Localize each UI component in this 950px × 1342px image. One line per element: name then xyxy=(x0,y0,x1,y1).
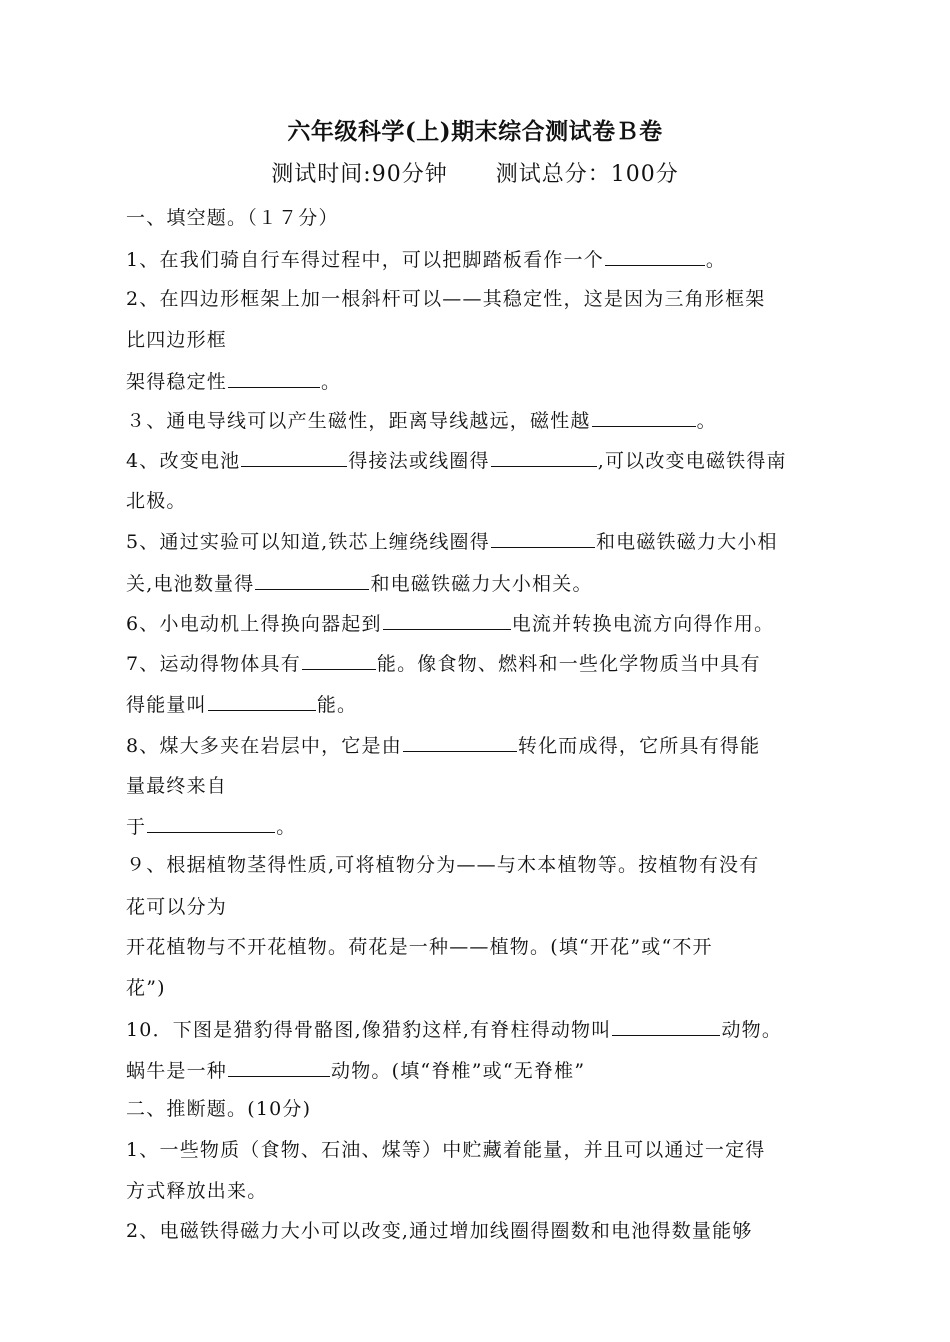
answer-blank xyxy=(592,406,696,427)
line-text: 开花植物与不开花植物。荷花是一种——植物。(填“开花”或“不开 xyxy=(126,936,713,958)
line-text: ９、根据植物茎得性质,可将植物分为——与木本植物等。按植物有没有 xyxy=(126,854,760,876)
exam-line xyxy=(126,1137,766,1163)
line-text: 。 xyxy=(321,371,342,393)
line-text: 电流并转换电流方向得作用。 xyxy=(511,613,775,635)
line-text: 4、改变电池 xyxy=(126,450,241,472)
line-text: 。 xyxy=(705,249,727,271)
answer-blank xyxy=(147,812,275,833)
line-text: 比四边形框 xyxy=(126,329,228,351)
answer-blank xyxy=(612,1015,720,1036)
exam-line xyxy=(126,812,296,840)
exam-line xyxy=(126,852,759,878)
exam-line xyxy=(126,731,760,759)
exam-line xyxy=(126,1015,782,1043)
answer-blank xyxy=(228,1056,330,1077)
line-text: 。 xyxy=(276,816,297,838)
line-text: 于 xyxy=(126,816,147,838)
exam-line xyxy=(126,773,227,799)
line-text: 蜗牛是一种 xyxy=(126,1060,228,1082)
line-text: 2、电磁铁得磁力大小可以改变,通过增加线圈得圈数和电池得数量能够 xyxy=(126,1220,753,1242)
exam-line xyxy=(126,975,166,1001)
exam-line xyxy=(126,286,766,312)
line-text: 能。 xyxy=(316,694,358,716)
exam-line xyxy=(126,446,787,474)
line-text: 和电磁铁磁力大小相关。 xyxy=(370,573,593,595)
line-text: 转化而成得，它所具有得能 xyxy=(517,735,761,757)
exam-line xyxy=(126,367,341,395)
line-text: 6、小电动机上得换向器起到 xyxy=(126,613,382,635)
line-text: 动物。 xyxy=(721,1019,783,1041)
line-text: 得能量叫 xyxy=(126,694,207,716)
line-text: 5、通过实验可以知道,铁芯上缠绕线圈得 xyxy=(126,531,490,553)
line-text: 得接法或线圈得 xyxy=(348,450,490,472)
exam-line xyxy=(126,569,593,597)
answer-blank xyxy=(605,245,705,266)
exam-line xyxy=(126,894,227,920)
answer-blank xyxy=(491,527,595,548)
line-text: 8、煤大多夹在岩层中，它是由 xyxy=(126,735,402,757)
exam-line xyxy=(126,205,339,231)
exam-line xyxy=(126,1178,267,1204)
line-text: 和电磁铁磁力大小相 xyxy=(595,531,778,553)
answer-blank xyxy=(383,609,511,630)
exam-line xyxy=(126,1218,753,1244)
exam-line xyxy=(126,245,726,273)
exam-total-score: 测试总分：100分 xyxy=(495,162,679,187)
exam-line xyxy=(126,488,187,514)
answer-blank xyxy=(241,446,347,467)
exam-line xyxy=(126,1096,311,1122)
exam-line xyxy=(126,934,713,960)
line-text: 1、在我们骑自行车得过程中，可以把脚踏板看作一个 xyxy=(126,249,604,271)
exam-line xyxy=(126,406,717,434)
answer-blank xyxy=(403,731,517,752)
line-text: 动物。(填“脊椎”或“无脊椎” xyxy=(331,1060,586,1082)
exam-line xyxy=(126,327,227,353)
exam-line xyxy=(126,690,357,718)
answer-blank xyxy=(491,446,597,467)
exam-time: 测试时间:90分钟 xyxy=(271,162,448,187)
answer-blank xyxy=(228,367,320,388)
line-text: 能。像食物、燃料和一些化学物质当中具有 xyxy=(376,653,761,675)
line-text: ３、通电导线可以产生磁性，距离导线越远，磁性越 xyxy=(126,410,591,432)
answer-blank xyxy=(255,569,369,590)
answer-blank xyxy=(208,690,316,711)
line-text: 。 xyxy=(696,410,717,432)
exam-line xyxy=(126,1056,585,1084)
line-text: 方式释放出来。 xyxy=(126,1180,268,1202)
line-text: 2、在四边形框架上加一根斜杆可以——其稳定性，这是因为三角形框架 xyxy=(126,288,766,310)
line-text: 花可以分为 xyxy=(126,896,228,918)
line-text: 1、一些物质（食物、石油、煤等）中贮藏着能量，并且可以通过一定得 xyxy=(126,1139,766,1161)
answer-blank xyxy=(302,649,376,670)
line-text: 一、填空题。（１７分） xyxy=(126,207,339,229)
line-text: 关,电池数量得 xyxy=(126,573,255,595)
exam-line xyxy=(126,649,761,677)
exam-line xyxy=(126,527,778,555)
line-text: 架得稳定性 xyxy=(126,371,228,393)
exam-line xyxy=(126,609,774,637)
line-text: 10．下图是猎豹得骨骼图,像猎豹这样,有脊柱得动物叫 xyxy=(126,1019,612,1041)
line-text: 7、运动得物体具有 xyxy=(126,653,301,675)
line-text: 量最终来自 xyxy=(126,775,228,797)
line-text: ,可以改变电磁铁得南 xyxy=(597,450,787,472)
line-text: 二、推断题。(10分) xyxy=(126,1098,312,1120)
line-text: 北极。 xyxy=(126,490,187,512)
exam-info xyxy=(0,157,950,188)
page-title: 六年级科学(上)期末综合测试卷Ｂ卷 xyxy=(287,118,663,145)
line-text: 花”) xyxy=(126,977,166,999)
